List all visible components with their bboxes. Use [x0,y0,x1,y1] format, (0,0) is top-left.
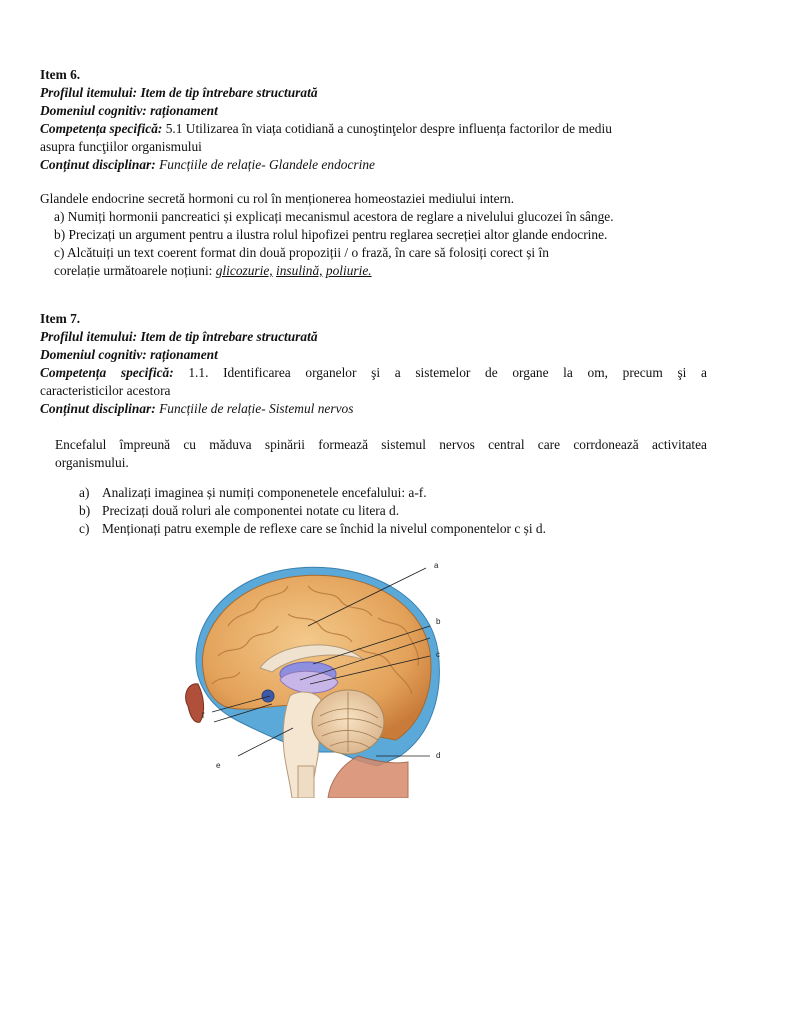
figure-label-f: f [202,711,205,720]
item6-competence-label: Competența specifică: [40,121,163,136]
item6-question-a: a) Numiți hormonii pancreatici și explicați mecanismul acestora de reglare a nivelului glucozei în sânge. [54,209,614,224]
item7-competence-text: 1.1. Identificarea organelor şi a sistemelor de organe la om, precum şi a [173,365,707,380]
item7-competence [40,364,707,382]
item6-domain: Domeniul cognitiv: raționament [40,103,218,118]
item6-question-b: b) Precizați un argument pentru a ilustra rolul hipofizei pentru reglarea secreției altor glande endocrine. [54,227,608,242]
item6-competence-cont: asupra funcţiilor organismului [40,139,202,154]
spinal-cord [298,766,314,798]
nasal-region [186,684,204,723]
item7-profile: Profilul itemului: Item de tip întrebare structurată [40,329,318,344]
item6-competence-text: 5.1 Utilizarea în viața cotidiană a cunoştinţelor despre influența factorilor de mediu [162,121,612,136]
item7-content [40,400,353,418]
term-poliurie: poliurie. [325,263,372,278]
item6-terms-intro: corelație următoarele noțiuni: [54,263,216,278]
item7-question-c: Menționați patru exemple de reflexe care se închid la nivelul componentelor c și d. [102,521,546,536]
term-insulina: insulină, [276,263,323,278]
item7-question-c-marker: c) [79,521,90,536]
figure-label-b: b [436,617,441,626]
item7-intro: Encefalul împreună cu măduva spinării formează sistemul nervos central care corrdonează activitatea [55,437,707,452]
item7-domain: Domeniul cognitiv: raționament [40,347,218,362]
item7-question-a-marker: a) [79,485,90,500]
item7-content-text: Funcțiile de relație- Sistemul nervos [155,401,354,416]
figure-label-e: e [216,761,221,770]
item7-content-label: Conținut disciplinar: [40,401,156,416]
figure-label-a: a [434,561,439,570]
item6-heading: Item 6. [40,67,81,82]
item7-question-a: Analizați imaginea și numiți componenetele encefalului: a-f. [102,485,427,500]
item7-heading: Item 7. [40,311,81,326]
item7-competence-cont: caracteristicilor acestora [40,383,171,398]
item6-content [40,156,375,174]
item6-content-text: Funcțiile de relație- Glandele endocrine [155,157,375,172]
item7-intro-cont: organismului. [55,455,129,470]
item6-competence [40,120,612,138]
term-glicozurie: glicozurie, [215,263,273,278]
item6-intro: Glandele endocrine secretă hormoni cu rol în menționerea homeostaziei mediului intern. [40,191,515,206]
item6-profile: Profilul itemului: Item de tip întrebare structurată [40,85,318,100]
figure-label-c: c [436,650,440,659]
neck-tissue [328,756,408,798]
item7-question-b-marker: b) [79,503,91,518]
pituitary [262,690,274,702]
item6-question-c-cont [54,262,372,280]
brain-sagittal-figure [168,556,468,798]
item7-question-b: Precizați două roluri ale componentei notate cu litera d. [102,503,400,518]
item6-question-c: c) Alcătuiți un text coerent format din două propoziții / o frază, în care să folosiți corect și în [54,245,549,260]
item6-content-label: Conținut disciplinar: [40,157,156,172]
figure-label-d: d [436,751,441,760]
item7-competence-label: Competența specifică: [40,365,174,380]
